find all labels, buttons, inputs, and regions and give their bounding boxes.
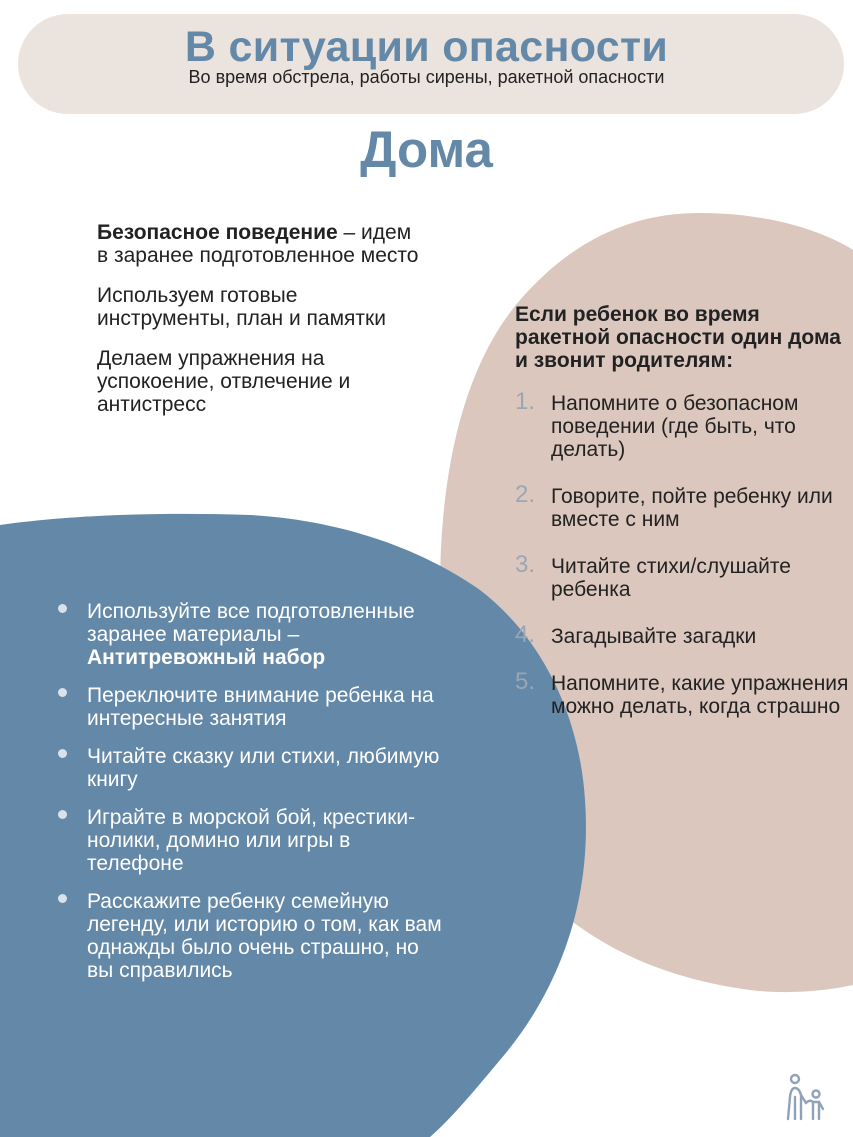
bullet-icon bbox=[58, 894, 67, 903]
list-item bbox=[58, 684, 448, 730]
page-subtitle: Во время обстрела, работы сирены, ракетной опасности bbox=[188, 67, 665, 87]
list-item bbox=[515, 621, 850, 648]
list-item-text: Расскажите ребенку семейную легенду, или историю о том, как вам однажды было очень страшно, но вы справились bbox=[87, 890, 442, 982]
safe-behavior-lead-rest: – идем в заранее подготовленное место bbox=[97, 221, 419, 267]
list-item-text: Читайте стихи/слушайте ребенка bbox=[551, 555, 791, 601]
safe-behavior-lead bbox=[97, 221, 427, 267]
section-title: Дома bbox=[360, 121, 493, 178]
list-item-text: Играйте в морской бой, крестики-нолики, домино или игры в телефоне bbox=[87, 806, 416, 875]
list-item bbox=[515, 551, 850, 601]
safe-behavior-lead-bold: Безопасное поведение bbox=[97, 221, 338, 244]
list-item bbox=[515, 481, 850, 531]
safe-behavior-block bbox=[97, 221, 427, 433]
page-title: В ситуации опасности bbox=[184, 23, 669, 71]
list-item bbox=[515, 668, 850, 718]
list-item-text: Напомните, какие упражнения можно делать, когда страшно bbox=[551, 672, 849, 718]
alone-at-home-heading: Если ребенок во время ракетной опасности один дома и звонит родителям: bbox=[515, 303, 841, 372]
bullet-icon bbox=[58, 604, 67, 613]
list-item bbox=[58, 890, 448, 982]
bullet-icon bbox=[58, 810, 67, 819]
list-item-text: Переключите внимание ребенка на интересные занятия bbox=[87, 684, 434, 730]
list-item-text: Загадывайте загадки bbox=[551, 625, 757, 648]
list-item bbox=[58, 806, 448, 875]
list-item bbox=[515, 388, 850, 461]
bullet-icon bbox=[58, 688, 67, 697]
list-item-text: Читайте сказку или стихи, любимую книгу bbox=[87, 745, 440, 791]
list-item bbox=[58, 745, 448, 791]
together-tips-list bbox=[58, 600, 448, 982]
list-item bbox=[58, 600, 448, 669]
alone-at-home-block bbox=[515, 303, 850, 742]
list-item-number: 1. bbox=[515, 388, 536, 415]
list-item-number: 4. bbox=[515, 621, 536, 648]
safe-behavior-item: Используем готовые инструменты, план и памятки bbox=[97, 284, 386, 330]
list-item-text: Говорите, пойте ребенку или вместе с ним bbox=[551, 485, 833, 531]
list-item-text: Используйте все подготовленные заранее материалы – bbox=[87, 600, 415, 646]
list-item-number: 2. bbox=[515, 481, 536, 508]
safe-behavior-item: Делаем упражнения на успокоение, отвлечение и антистресс bbox=[97, 347, 351, 416]
alone-at-home-list bbox=[515, 388, 850, 718]
list-item-text: Напомните о безопасном поведении (где быть, что делать) bbox=[551, 392, 799, 461]
together-tips-block bbox=[58, 600, 448, 997]
list-item-number: 5. bbox=[515, 668, 536, 695]
list-item-number: 3. bbox=[515, 551, 536, 578]
parent-child-icon bbox=[782, 1073, 830, 1123]
bullet-icon bbox=[58, 749, 67, 758]
list-item-bold-text: Антитревожный набор bbox=[87, 646, 326, 669]
